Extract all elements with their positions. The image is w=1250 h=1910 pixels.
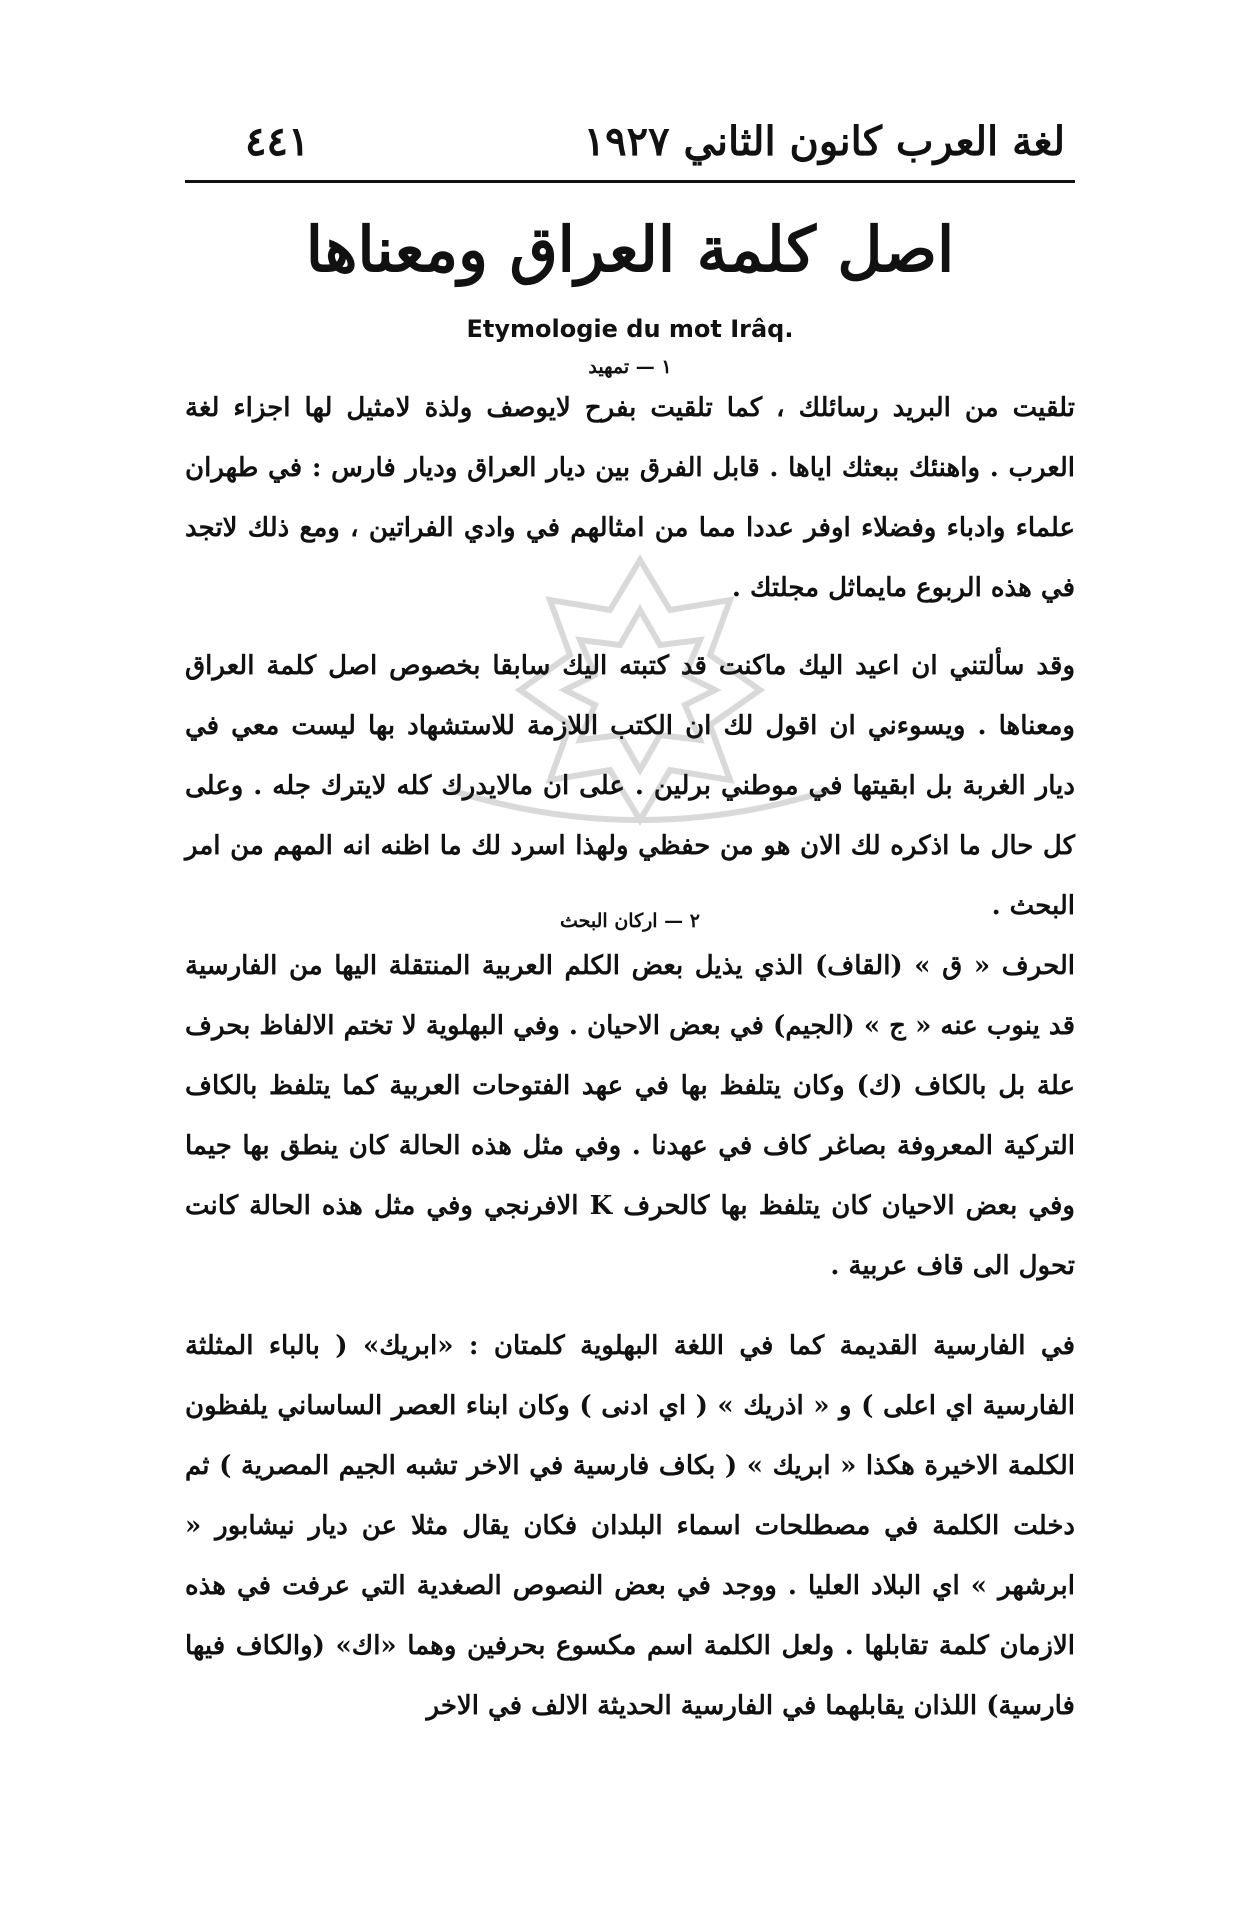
paragraph-4: في الفارسية القديمة كما في اللغة البهلوية كلمتان : «ابريك» ( بالباء المثلثة الفارسية اي اعلى ) و « اذريك » ( اي ادنى ) وكان ابناء العصر الساساني يلفظون الكلمة الاخيرة هكذا « ابريك » ( بكاف فارسية في الاخر تشبه الجيم المصرية ) ثم دخلت الكلمة في مصطلحات اسماء البلدان فكان يقال مثلا عن ديار نيشابور « ابرشهر » اي البلاد العليا . ووجد في بعض النصوص الصغدية التي عرفت في هذه الازمان كلمة تقابلها . ولعل الكلمة اسم مكسوع بحرفين وهما «اك» (والكاف فيها فارسية) اللذان يقابلهما في الفارسية الحديثة الالف في الاخر: [185, 1331, 1075, 1721]
running-title: لغة العرب كانون الثاني ١٩٢٧: [583, 118, 1065, 165]
paragraph-1: تلقيت من البريد رسائلك ، كما تلقيت بفرح لايوصف ولذة لامثيل لها اجزاء لغة العرب . واهنئك ببعثك اياها . قابل الفرق بين ديار العراق وديار فارس : في طهران علماء وادباء وفضلاء اوفر عددا مما من امثالهم في وادي الفراتين ، ومع ذلك لاتجد في هذه الربوع مايماثل مجلتك .: [185, 393, 1075, 603]
article-title: اصل كلمة العراق ومعناها: [305, 213, 955, 286]
article-latin-title: Etymologie du mot Irâq.: [466, 315, 794, 343]
paragraph-2: وقد سألتني ان اعيد اليك ماكنت قد كتبته اليك سابقا بخصوص اصل كلمة العراق ومعناها . ويسوءني ان اقول لك ان الكتب اللازمة للاستشهاد بها ليست معي في ديار الغربة بل ابقيتها في موطني برلين . على ان مالايدرك كله لايترك جله . وعلى كل حال ما اذكره لك الان هو من حفظي ولهذا اسرد لك ما اظنه انه المهم من امر البحث .: [185, 651, 1075, 921]
paragraph-3: الحرف « ق » (القاف) الذي يذيل بعض الكلم العربية المنتقلة اليها من الفارسية قد ينوب عنه « ج » (الجيم) في بعض الاحيان . وفي البهلوية لا تختم الالفاظ بحرف علة بل بالكاف (ك) وكان يتلفظ بها في عهد الفتوحات العربية كما يتلفظ بالكاف التركية المعروفة بصاغر كاف في عهدنا . وفي مثل هذه الحالة كان ينطق بها جيما وفي بعض الاحيان كان يتلفظ بها كالحرف K الافرنجي وفي مثل هذه الحالة كانت تحول الى قاف عربية .: [185, 951, 1075, 1281]
section-heading-introduction: ١ — تمهيد: [588, 356, 672, 378]
library-stamp-watermark: [430, 540, 850, 840]
section-heading-elements: ٢ — اركان البحث: [559, 910, 701, 932]
page-number: ٤٤١: [245, 118, 310, 165]
header-rule: [185, 180, 1075, 183]
running-header: [185, 112, 1065, 182]
